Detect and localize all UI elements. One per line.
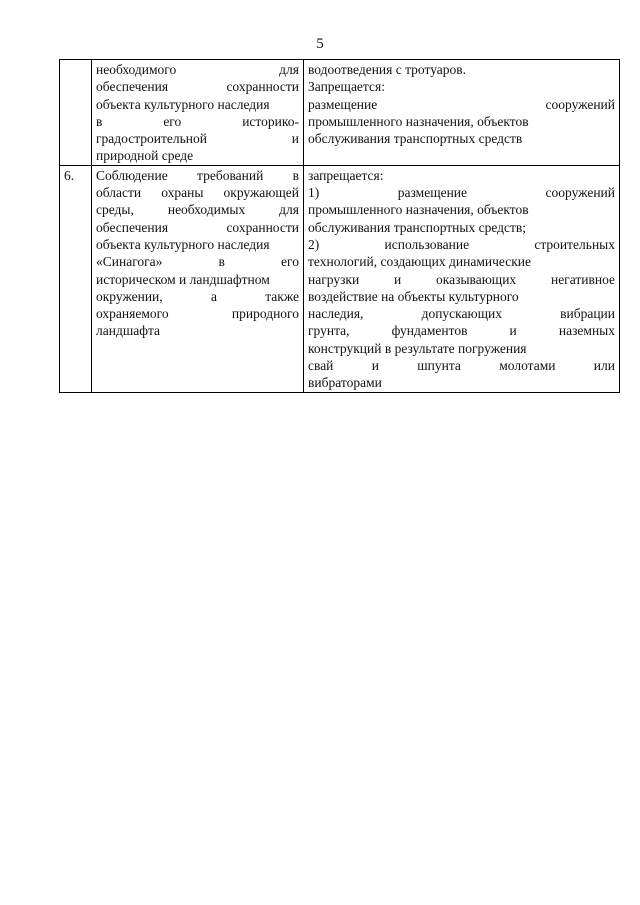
text-line: области охраны окружающей	[96, 185, 299, 201]
text-line: Запрещается:	[308, 79, 385, 95]
text-line: среды, необходимых для	[96, 202, 299, 218]
text-line: объекта культурного наследия	[96, 236, 270, 252]
rules-cell	[304, 60, 620, 166]
rules-cell	[304, 165, 620, 392]
text-line: воздействие на объекты культурного	[308, 288, 519, 304]
page-number: 5	[316, 36, 324, 52]
text-line: вибраторами	[308, 375, 382, 391]
requirement-cell	[92, 165, 304, 392]
rules-text	[308, 61, 615, 147]
text-line: размещение сооружений	[308, 96, 615, 112]
text-line: в его историко-	[96, 113, 299, 129]
text-line: обеспечения сохранности	[96, 79, 299, 95]
text-line: 1) размещение сооружений	[308, 185, 615, 201]
text-line: запрещается:	[308, 167, 384, 183]
text-line: обслуживания транспортных средств	[308, 131, 523, 147]
text-line: промышленного назначения, объектов	[308, 202, 529, 218]
text-line: объекта культурного наследия	[96, 96, 270, 112]
text-line: обеспечения сохранности	[96, 219, 299, 235]
regulations-table	[59, 59, 620, 393]
requirement-text	[96, 61, 299, 165]
text-line: охраняемого природного	[96, 306, 299, 322]
text-line: технологий, создающих динамические	[308, 254, 531, 270]
text-line: 2) использование строительных	[308, 236, 615, 252]
row-number-cell	[60, 60, 92, 166]
text-line: градостроительной и	[96, 131, 299, 147]
table-row	[60, 60, 620, 166]
text-line: грунта, фундаментов и наземных	[308, 323, 615, 339]
text-line: природной среде	[96, 148, 194, 164]
text-line: «Синагога» в его	[96, 254, 299, 270]
text-line: нагрузки и оказывающих негативное	[308, 271, 615, 287]
text-line: свай и шпунта молотами или	[308, 358, 615, 374]
requirement-cell	[92, 60, 304, 166]
text-line: обслуживания транспортных средств;	[308, 219, 527, 235]
text-line: историческом и ландшафтном	[96, 271, 270, 287]
text-line: необходимого для	[96, 62, 299, 77]
row-number-cell: 6.	[60, 165, 92, 392]
text-line: окружении, а также	[96, 288, 299, 304]
requirement-text	[96, 167, 299, 340]
text-line: Соблюдение требований в	[96, 167, 299, 183]
rules-text	[308, 167, 615, 392]
text-line: ландшафта	[96, 323, 161, 339]
table-row	[60, 165, 620, 392]
text-line: водоотведения с тротуаров.	[308, 62, 467, 77]
text-line: наследия, допускающих вибрации	[308, 306, 615, 322]
text-line: конструкций в результате погружения	[308, 340, 527, 356]
text-line: промышленного назначения, объектов	[308, 113, 529, 129]
